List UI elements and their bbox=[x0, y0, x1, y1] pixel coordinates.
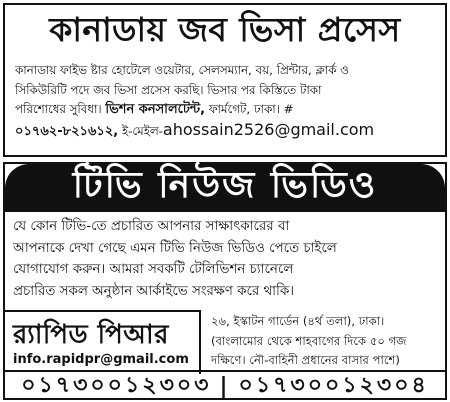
ad2-brand-box bbox=[5, 310, 201, 374]
ad2-brand-name: র‍্যাপিড পিআর bbox=[13, 320, 169, 350]
ad1-phone: ০১৭৬২-৮২১৬১২, bbox=[15, 123, 119, 139]
ad2-brand-email: info.rapidpr@gmail.com bbox=[13, 352, 189, 367]
ad-canada-job-visa bbox=[3, 3, 447, 157]
ad2-phone-bar bbox=[5, 370, 445, 400]
ad2-line-1: যে কোন টিভি-তে প্রচারিত আপনার সাক্ষাৎকারের বা bbox=[13, 219, 290, 234]
ad2-line-3: যোগাযোগ করুন। আমরা সবকটি টেলিভিশন চ্যানেলে bbox=[13, 262, 294, 277]
ad1-company-name: ভিশন কনসালটেন্ট, bbox=[105, 102, 206, 117]
ad2-address bbox=[205, 312, 445, 371]
ad-tv-news-video bbox=[3, 162, 447, 400]
ad1-body bbox=[5, 61, 445, 141]
ad2-phone-2: ০১৭৩০০১২৩০৪ bbox=[238, 372, 429, 398]
ad2-line-2: আপনাকে দেখা গেছে এমন টিভি নিউজ ভিডিও পেতে চাইলে bbox=[13, 240, 337, 256]
ad1-line-1: কানাডায় ফাইভ ষ্টার হোটেলে ওয়েটার, সেলসম্যান, বয়, প্রিন্টার, ক্লার্ক ও bbox=[15, 63, 349, 77]
ad2-body bbox=[5, 216, 445, 302]
ad2-phone-1: ০১৭৩০০১২৩০৩ bbox=[21, 372, 212, 398]
ad2-address-line-1: ২৬, ইস্কাটন গার্ডেন (৪র্থ তলা), ঢাকা। bbox=[211, 314, 385, 328]
ad1-line-4 bbox=[15, 120, 435, 142]
ad2-line-4: প্রচারিত সকল অনুষ্ঠান আর্কাইভে সংরক্ষণ করে থাকি। bbox=[13, 283, 295, 299]
ad2-address-line-2: (বাংলামোর থেকে শাহবাগের দিকে ৫০ গজ bbox=[211, 333, 407, 348]
ad1-email: ahossain2526@gmail.com bbox=[162, 119, 375, 139]
ad1-email-label: ই-মেইল- bbox=[122, 123, 163, 138]
ad2-title: টিভি নিউজ ভিডিও bbox=[5, 164, 445, 212]
ad1-title: কানাডায় জব ভিসা প্রসেস bbox=[49, 10, 401, 49]
ad1-line-3-post: ফার্মগেট, ঢাকা। # bbox=[208, 102, 294, 116]
ad1-line-2: সিকিউরিটি পদে জব ভিসা প্রসেস করছি। ভিসার পর কিস্তিতে টাকা bbox=[15, 82, 322, 97]
ad1-line-3-pre: পরিশোধের সুবিধা। bbox=[15, 102, 102, 116]
ad1-line-3 bbox=[15, 100, 435, 120]
ad2-address-line-3: দক্ষিণে। নৌ-বাহিনী প্রধানের বাসার পাশে) bbox=[211, 353, 400, 367]
phone-separator: | bbox=[219, 373, 231, 399]
